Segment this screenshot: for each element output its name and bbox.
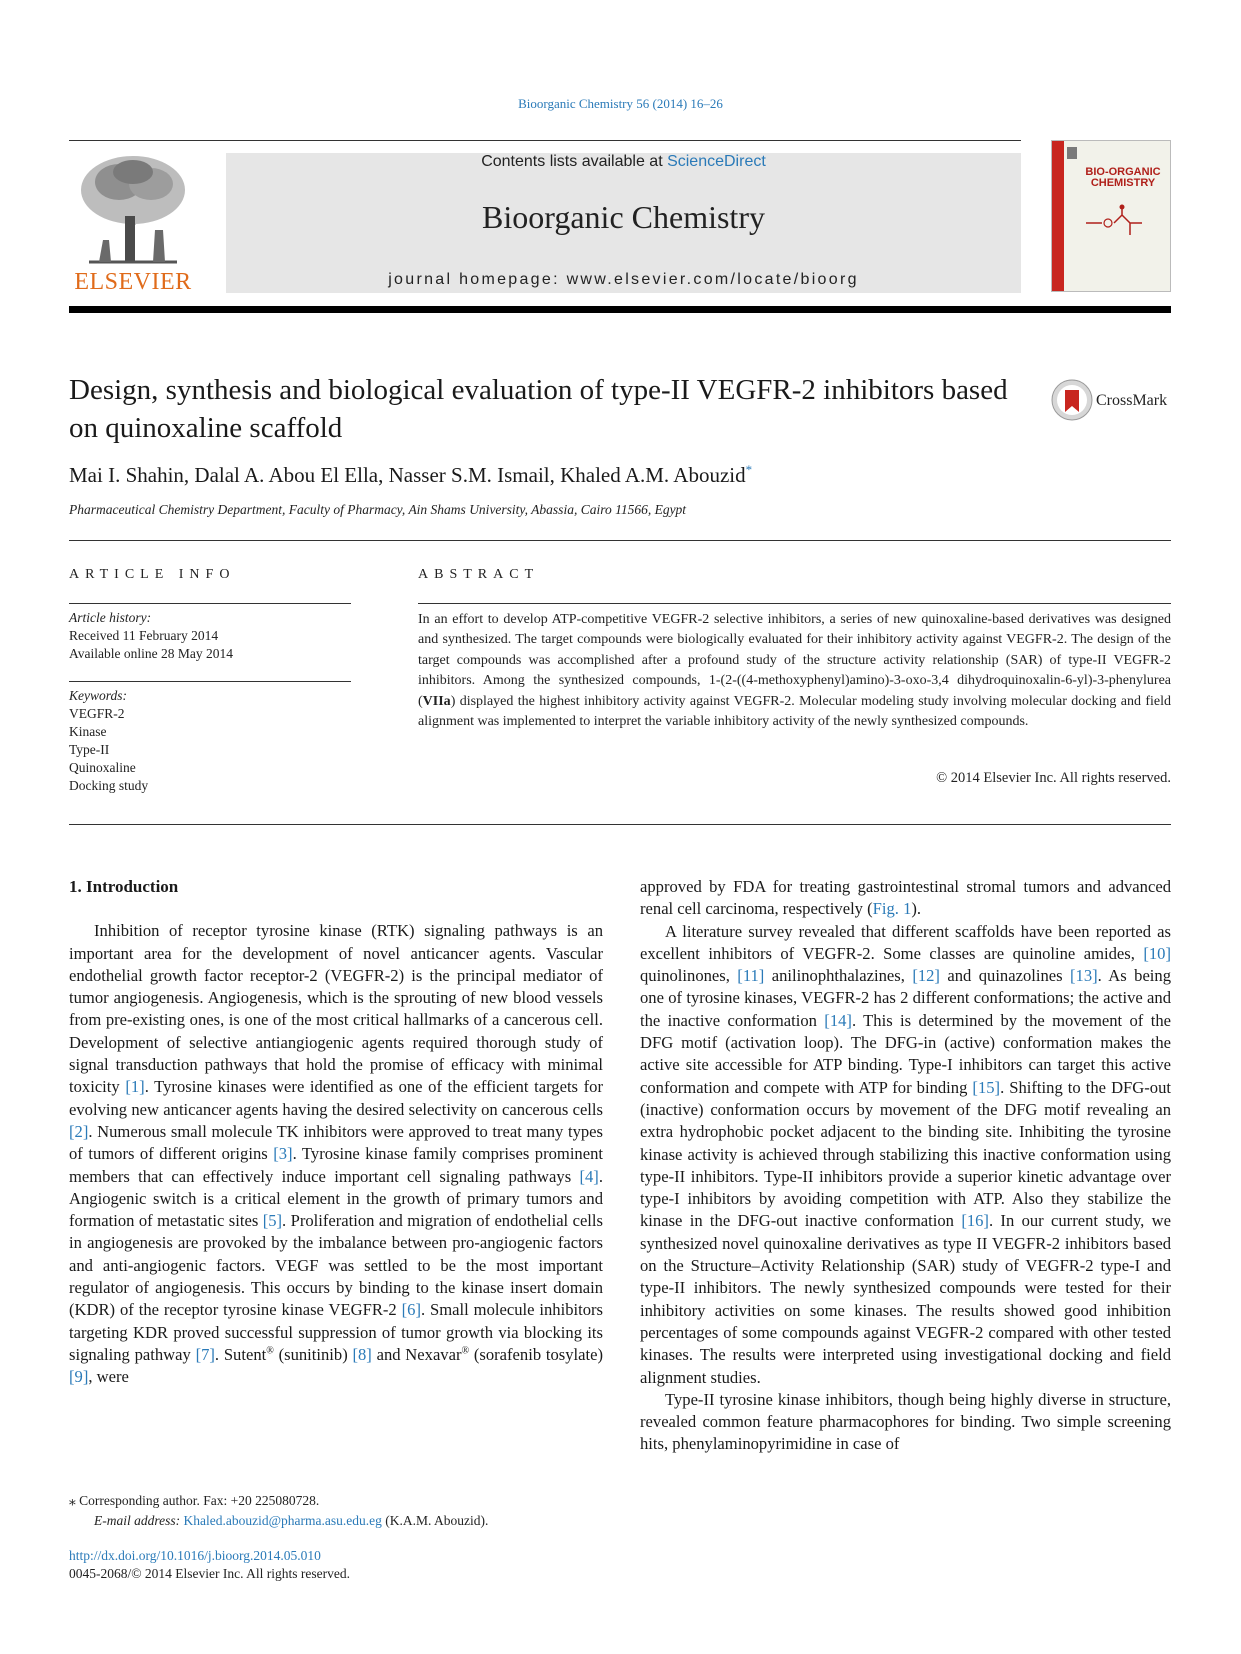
reference-link[interactable]: [4] <box>579 1166 599 1186</box>
text: Inhibition of receptor tyrosine kinase (RTK) signaling pathways is an important area for the development of novel anticancer agents. Vascular endothelial growth factor receptor-2 (VEGFR-2) is the principal mediator of tumor angiogenesis. Angiogenesis, which is the sprouting of new blood vessels from pre-existing ones, is one of the most critical hallmarks of a cancerous cell. Development of selective antiangiogenic agents required thorough study of signal transduction pathways that hold the promise of efficacy with minimal toxicity <box>69 921 603 1097</box>
text: and quinazolines <box>939 966 1071 986</box>
reference-link[interactable]: [14] <box>824 1010 852 1030</box>
divider <box>69 540 1171 541</box>
text: anilinophthalazines, <box>764 966 913 986</box>
sciencedirect-link[interactable]: ScienceDirect <box>667 153 766 170</box>
journal-citation[interactable]: Bioorganic Chemistry 56 (2014) 16–26 <box>518 96 723 111</box>
text: . Shifting to the DFG-out (inactive) conformation occurs by movement of the DFG motif revealing an extra hydrophobic pocket adjacent to the binding site. Inhibiting the tyrosine kinase activity is achieved through stabilizing this inactive conformation using type-II inhibitors. Type-II inhibitors provide a superior kinetic advantage over type-I inhibitors by avoiding competition with ATP. Also they stabilize the kinase in the DFG-out inactive conformation <box>640 1077 1171 1231</box>
abstract-heading: ABSTRACT <box>418 567 540 582</box>
abstract-copyright: © 2014 Elsevier Inc. All rights reserved. <box>936 770 1171 786</box>
text: , were <box>88 1367 129 1387</box>
paragraph <box>69 920 603 1388</box>
paragraph: Type-II tyrosine kinase inhibitors, though being highly diverse in structure, revealed common feature pharmacophores for binding. Two simple screening hits, phenylaminopyrimidine in case of <box>640 1389 1171 1454</box>
doi-block <box>69 1547 603 1583</box>
keyword: VEGFR-2 <box>69 706 125 721</box>
paragraph <box>640 921 1171 1389</box>
reference-link[interactable]: [15] <box>972 1077 1001 1097</box>
article-info-heading: ARTICLE INFO <box>69 567 236 582</box>
received-date: Received 11 February 2014 <box>69 628 219 643</box>
text: (sunitinib) <box>273 1344 353 1364</box>
journal-banner <box>226 153 1021 293</box>
text: . Angiogenic switch is a critical element in the growth of primary tumors and formation of metastatic sites <box>69 1166 603 1231</box>
left-column <box>69 876 603 1389</box>
crossmark-label: CrossMark <box>1096 392 1168 409</box>
doi-link[interactable]: http://dx.doi.org/10.1016/j.bioorg.2014.05.010 <box>69 1548 321 1563</box>
issn-line: 0045-2068/© 2014 Elsevier Inc. All rights reserved. <box>69 1566 350 1581</box>
elsevier-tree-icon <box>69 150 197 268</box>
keyword: Docking study <box>69 778 149 793</box>
reference-link[interactable]: [2] <box>69 1121 89 1141</box>
corresponding-text: Corresponding author. Fax: +20 225080728. <box>79 1493 320 1508</box>
paragraph <box>640 876 1171 921</box>
text: . Tyrosine kinases were identified as one of the efficient targets for evolving new anticancer agents having the desired selectivity on cancerous cells <box>69 1077 603 1119</box>
cover-spine <box>1052 141 1064 292</box>
text: . Sutent <box>214 1344 267 1364</box>
reference-link[interactable]: [11] <box>737 966 765 986</box>
elsevier-wordmark: ELSEVIER <box>74 269 192 295</box>
text: . Tyrosine kinase family comprises prominent members that can effectively induce important cell signaling pathways <box>69 1144 603 1186</box>
email-link[interactable]: Khaled.abouzid@pharma.asu.edu.eg <box>183 1513 382 1528</box>
section-heading: 1. Introduction <box>69 877 179 896</box>
email-label: E-mail address: <box>94 1513 184 1528</box>
corresponding-author-mark[interactable]: * <box>745 462 753 477</box>
authors-text: Mai I. Shahin, Dalal A. Abou El Ella, Nasser S.M. Ismail, Khaled A.M. Abouzid <box>69 463 746 487</box>
divider <box>69 603 351 604</box>
reference-link[interactable]: [13] <box>1070 966 1098 986</box>
reference-link[interactable]: [1] <box>125 1077 145 1097</box>
reference-link[interactable]: [9] <box>69 1367 89 1387</box>
reference-link[interactable]: [16] <box>961 1211 989 1231</box>
history-label: Article history: <box>69 610 152 625</box>
author-list <box>69 462 1169 488</box>
keyword: Quinoxaline <box>69 760 136 775</box>
divider <box>418 603 1171 604</box>
registered-mark: ® <box>461 1345 470 1357</box>
reference-link[interactable]: [12] <box>912 966 940 986</box>
reference-link[interactable]: [3] <box>273 1144 293 1164</box>
abstract-part: ) displayed the highest inhibitory activity against VEGFR-2. Molecular modeling study involving molecular docking and field alignment was implemented to interpret the variable inhibitory activity of the newly synthesized compounds. <box>418 693 1171 730</box>
text: ). <box>911 899 922 919</box>
keyword: Kinase <box>69 724 107 739</box>
journal-homepage[interactable]: journal homepage: www.elsevier.com/locate/bioorg <box>388 271 859 288</box>
text: and Nexavar <box>371 1344 462 1364</box>
text: . This is determined by the movement of the DFG motif (activation loop). The DFG-in (active) conformation makes the active site accessible for ATP binding. Type-I inhibitors can target this active conformation and compete with ATP for binding <box>640 1010 1171 1097</box>
affiliation: Pharmaceutical Chemistry Department, Faculty of Pharmacy, Ain Shams University, Abassia, Cairo 11566, Egypt <box>69 502 687 517</box>
reference-link[interactable]: [5] <box>262 1211 283 1231</box>
corresponding-note <box>69 1491 603 1511</box>
text: . Proliferation and migration of endothelial cells in angiogenesis are provoked by the imbalance between pro-angiogenic factors and anti-angiogenic factors. VEGF was settled to be the most important regulator of angiogenesis. This occurs by binding to the kinase insert domain (KDR) of the receptor tyrosine kinase VEGFR-2 <box>69 1211 603 1320</box>
footnote-mark: ⁎ <box>69 1493 76 1508</box>
registered-mark: ® <box>266 1345 274 1357</box>
journal-cover <box>1051 140 1171 292</box>
compound-label: VIIa <box>422 693 451 709</box>
keywords-label: Keywords: <box>69 688 127 703</box>
keywords <box>69 687 351 795</box>
text: approved by FDA for treating gastrointestinal stromal tumors and advanced renal cell carcinoma, respectively ( <box>640 877 1171 919</box>
journal-title: Bioorganic Chemistry <box>482 199 765 235</box>
text: . As being one of tyrosine kinases, VEGFR-2 has 2 different conformations; the active and the inactive conformation <box>640 966 1172 1030</box>
email-owner: (K.A.M. Abouzid). <box>381 1513 489 1528</box>
text: . Numerous small molecule TK inhibitors were approved to treat many types of tumors of different origins <box>69 1121 603 1164</box>
reference-link[interactable]: [8] <box>352 1344 372 1364</box>
header-thick-rule <box>69 306 1171 313</box>
crossmark-badge[interactable] <box>1050 378 1175 422</box>
molecule-icon <box>1080 203 1164 243</box>
available-date: Available online 28 May 2014 <box>69 646 233 661</box>
cover-elsevier-icon <box>1067 147 1077 159</box>
header-rule <box>69 140 1021 141</box>
reference-link[interactable]: [6] <box>401 1300 421 1320</box>
footnote <box>69 1491 603 1531</box>
divider <box>69 824 1171 825</box>
contents-line <box>226 153 1021 171</box>
email-line <box>69 1511 603 1531</box>
article-title: Design, synthesis and biological evaluation of type-II VEGFR-2 inhibitors based on quinoxaline scaffold <box>69 374 1008 444</box>
text: (sorafenib tosylate) <box>469 1344 604 1364</box>
crossmark-icon <box>1050 378 1094 422</box>
cover-title: BIO-ORGANIC CHEMISTRY <box>1085 166 1161 189</box>
text: . In our current study, we synthesized novel quinoxaline derivatives as type II VEGFR-2 inhibitors based on the Structure–Activity Relationship (SAR) study of VEGFR-2 type-I and type-II inhibitors. The newly synthesized compounds were tested for their inhibitory activities on some kinases. The results showed good inhibition percentages of some compounds against VEGFR-2 compared with other tested kinases. The results were interpreted using investigational docking and field alignment studies. <box>640 1211 1171 1387</box>
right-column <box>640 876 1171 1456</box>
text: . Small molecule inhibitors targeting KDR proved successful suppression of tumor growth via blocking its signaling pathway <box>69 1300 603 1364</box>
figure-link[interactable]: Fig. 1 <box>872 899 912 919</box>
keyword: Type-II <box>69 742 110 757</box>
text: quinolinones, <box>640 966 738 986</box>
reference-link[interactable]: [10] <box>1143 943 1171 963</box>
abstract-part: In an effort to develop ATP-competitive VEGFR-2 selective inhibitors, a series of new quinoxaline-based derivatives was designed and synthesized. The target compounds were biologically evaluated for their inhibitory activity against VEGFR-2. The design of the target compounds was accomplished after a profound study of the structure activity relationship (SAR) of type-II VEGFR-2 inhibitors. Among the synthesized compounds, 1-(2-((4-methoxyphenyl)amino)-3-oxo-3,4 dihydroquinoxalin-6-yl)-3-phenylurea ( <box>418 612 1171 709</box>
contents-prefix: Contents lists available at <box>481 153 668 170</box>
text: A literature survey revealed that different scaffolds have been reported as excellent inhibitors of VEGFR-2. Some classes are quinoline amides, <box>640 921 1171 963</box>
abstract-text <box>418 610 1171 732</box>
elsevier-logo <box>69 150 197 296</box>
article-history <box>69 609 351 663</box>
divider <box>69 681 351 682</box>
reference-link[interactable]: [7] <box>195 1344 215 1364</box>
